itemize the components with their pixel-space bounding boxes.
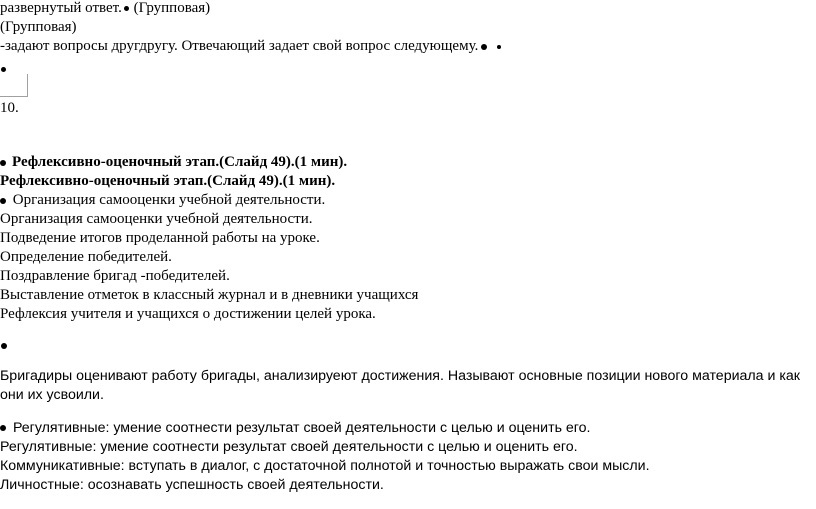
stage-heading-repeat: Рефлексивно-оценочный этап.(Слайд 49).(1 мин).: [0, 173, 336, 189]
bullet-dot-icon: [497, 45, 501, 49]
students-paragraph: Бригадиры оценивают работу бригады, анализируеют достижения. Называют основные позиции нового материала и как они их усвоили.: [0, 368, 800, 403]
slide-number: 10.: [0, 100, 19, 116]
image-frame-fragment: [0, 74, 28, 97]
bullet-dot-icon: [0, 160, 6, 166]
bullet-dot-icon: [0, 425, 6, 431]
group-label: (Групповая): [0, 19, 77, 35]
stage-item: Организация самооценки учебной деятельности.: [0, 211, 313, 227]
bullet-dot-icon: [1, 343, 7, 349]
uud-item: Личностные: осознавать успешность своей деятельности.: [0, 477, 384, 493]
uud-bullet-item: Регулятивные: умение соотнести результат своей деятельности с целью и оценить его.: [9, 420, 591, 436]
stage-heading-line: [0, 155, 347, 170]
stage-bullet-item: Организация самооценки учебной деятельности.: [9, 192, 326, 208]
bullet-dot-icon: [1, 67, 6, 72]
uud-bullet-line: [0, 421, 591, 435]
stage-item: Подведение итогов проделанной работы на уроке.: [0, 230, 320, 246]
stage-heading: Рефлексивно-оценочный этап.(Слайд 49).(1 мин).: [12, 154, 348, 170]
questions-text: -задают вопросы другдругу. Отвечающий задает свой вопрос следующему.: [0, 38, 479, 54]
stage-item: Поздравление бригад -победителей.: [0, 268, 230, 284]
bullet-line: [0, 338, 7, 354]
bullet-dot-icon: [0, 198, 6, 204]
stage-item: Определение победителей.: [0, 249, 172, 265]
bullet-dot-icon: [124, 6, 129, 11]
uud-item: Коммуникативные: вступать в диалог, с достаточной полнотой и точностью выражать свои мысли.: [0, 458, 650, 474]
answer-type-line: [0, 1, 210, 16]
stage-item: Выставление отметок в классный журнал и в дневники учащихся: [0, 287, 419, 303]
questions-line: [0, 39, 501, 54]
answer-type-group: (Групповая): [129, 0, 211, 16]
bullet-dot-icon: [481, 44, 487, 50]
uud-item: Регулятивные: умение соотнести результат своей деятельности с целью и оценить его.: [0, 439, 578, 455]
stage-bullet-line: [0, 193, 325, 208]
stage-item: Рефлексия учителя и учащихся о достижении целей урока.: [0, 306, 376, 322]
answer-type-text: развернутый ответ.: [0, 0, 122, 16]
